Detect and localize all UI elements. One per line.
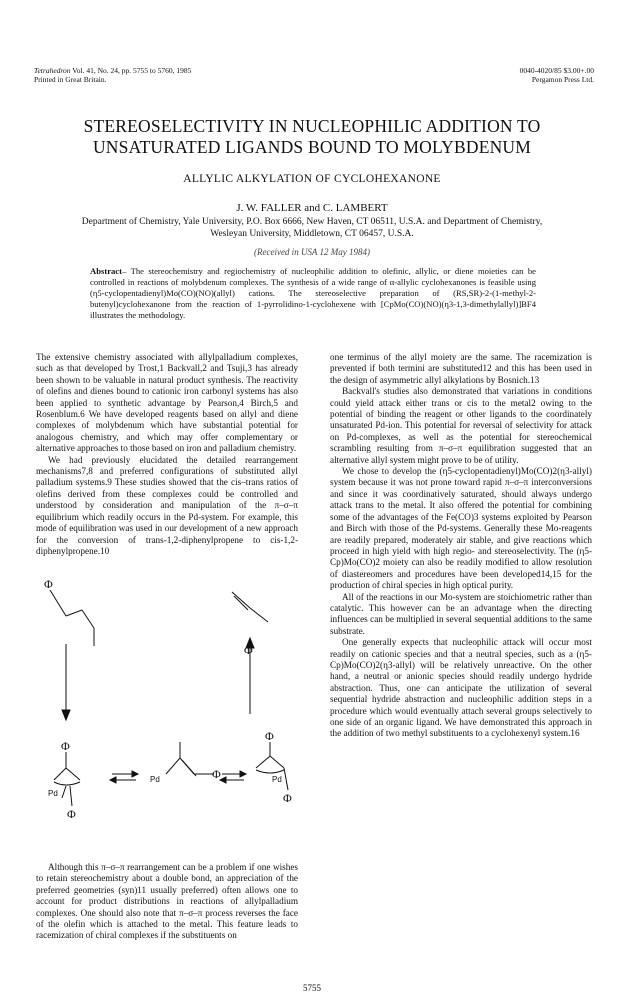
right-paragraph-5: One generally expects that nucleophilic attack will occur most readily on cationic species and that a neutral species, such as a (η5-Cp)Mo(CO)2(η3-allyl) will be relatively unreactive. On the other hand, a neutral or anionic species should readily undergo hydride abstraction. Thus, one can anticipate the utilization of several sequential hydride abstraction and nucleophilic addition steps in a procedure which would eventually attach several groups selectively to one side of an organic ligand. We have demonstrated this approach in the addition of two methyl substituents to a cyclohexenyl system.16 — [330, 637, 592, 739]
right-paragraph-3: We chose to develop the (η5-cyclopentadienyl)Mo(CO)2(η3-allyl) system because it was not prone toward rapid π–σ–π interconversions and since it was coordinatively saturated, should always undergo attack trans to the metal. It also offered the potential for combining some of the advantages of the Fe(CO)3 systems exploited by Pearson and Birch with those of the Pd-systems. Generally these Mo-reagents are readily prepared, moderately air stable, and give reactions which proceed in high yield with high regio- and stereoselectivity. The (η5-Cp)Mo(CO)2 moiety can also be readily modified to allow resolution of diastereomers and procedures have been developed14,15 for the production of chiral species in high optical purity. — [330, 466, 592, 591]
reaction-scheme — [36, 574, 298, 852]
publisher: Pergamon Press Ltd. — [531, 75, 594, 84]
right-paragraph-2: Backvall's studies also demonstrated that variations in conditions could yield attack either trans or cis to the metal2 owing to the potential of binding the reagent or other ligands to the coordinately unsaturated Pd-ion. This potential for reversal of selectivity for attack on Pd-complexes, as well as the potential for stereochemical scrambling resulting from π–σ–π equilibration suggested that an alternative allyl system might prove to be of utility. — [330, 386, 592, 465]
phenyl-label-mid: Φ — [212, 767, 221, 781]
journal-citation: Vol. 41, No. 24, pp. 5755 to 5760, 1985 — [70, 66, 192, 75]
left-paragraph-2: We had previously elucidated the detailed rearrangement mechanisms7,8 and preferred configurations of substituted allyl palladium systems.9 These studies showed that the cis–trans ratios of olefins derived from these complexes could be controlled and understood by consideration and manipulation of the π–σ–π equilibrium which readily occurs in the Pd-system. For example, this mode of equilibration was used in our development of a new approach for the conversion of trans-1,2-diphenylpropene to cis-1,2-diphenylpropene.10 — [36, 454, 298, 556]
received-date: (Received in USA 12 May 1984) — [253, 247, 371, 257]
journal-name: Tetrahedron — [34, 66, 71, 75]
printed-in: Printed in Great Britain. — [34, 75, 107, 84]
phenyl-label-left-a: Φ — [61, 739, 70, 753]
right-paragraph-1: one terminus of the allyl moiety are the same. The racemization is prevented if both termini are substituted12 and this has been used in the design of asymmetric allyl alkylations by Bosnich.13 — [330, 352, 592, 385]
left-paragraph-1: The extensive chemistry associated with allylpalladium complexes, such as that developed by Trost,1 Backvall,2 and Tsuji,3 has already been shown to be valuable in natural product synthesis. The reactivity of olefins and dienes bound to cationic iron carbonyl systems has also been applied to synthetic advantage by Pearson,4 Birch,5 and Rosenblum.6 We have developed reagents based on allyl and diene complexes of molybdenum which have substantial potential for analogous chemistry, and which may offer complementary or alternative approaches to those based on iron and palladium chemistry. — [36, 352, 298, 454]
affiliation: Department of Chemistry, Yale University, P.O. Box 6666, New Haven, CT 06511, U.S.A. and Department of Chemistry, Wesleyan University, Middletown, CT 06457, U.S.A. — [81, 217, 543, 239]
pd-label-right: Pd — [272, 775, 282, 784]
pd-label-left: Pd — [48, 789, 58, 798]
abstract-text: – The stereochemistry and regiochemistry of nucleophilic addition to olefinic, allylic, or diene moieties can be controlled in reactions of molybdenum complexes. The synthesis of a wide range of α-allylic cyclohexanones is feasible using (η5-cyclopentadienyl)Mo(CO)(NO)(allyl) cations. The stereoselective preparation of (RS,SR)-2-(1-methyl-2-butenyl)cyclohexanone from the reaction of 1-pyrrolidino-1-cyclohexene with [CpMo(CO)(NO)(η3-1,3-dimethylallyl)]BF4 illustrates the methodology. — [90, 266, 536, 320]
page-number: 5755 — [303, 983, 321, 993]
phenyl-label-top-left: Φ — [44, 577, 53, 591]
abstract — [90, 266, 536, 321]
journal-header — [34, 66, 191, 84]
publisher-header — [520, 66, 594, 84]
pd-label-mid: Pd — [150, 775, 160, 784]
left-column-bottom — [36, 862, 298, 942]
left-paragraph-3: Although this π–σ–π rearrangement can be a problem if one wishes to retain stereochemistry about a double bond, an appreciation of the preferred geometries (syn)11 usually preferred) often allows one to account for product distributions in reactions of allylpalladium complexes. One should also note that π–σ–π process reverses the face of the olefin which is attached to the metal. This feature leads to racemization of chiral complexes if the substituents on — [36, 862, 298, 941]
phenyl-label-right-a: Φ — [265, 729, 274, 743]
article-code: 0040-4020/85 $3.00+.00 — [519, 66, 594, 75]
authors: J. W. FALLER and C. LAMBERT — [236, 202, 388, 214]
paper-subtitle: ALLYLIC ALKYLATION OF CYCLOHEXANONE — [183, 173, 441, 185]
left-column — [36, 352, 298, 557]
right-column — [330, 352, 592, 740]
abstract-label: Abstract — [90, 266, 122, 276]
right-paragraph-4: All of the reactions in our Mo-system are stoichiometric rather than catalytic. This however can be an advantage when the directing influences can be multiplied in several sequential additions to the same substrate. — [330, 591, 592, 636]
phenyl-label-right-b: Φ — [283, 791, 292, 805]
phenyl-label-left-b: Φ — [67, 807, 76, 821]
phenyl-label-top-right: Φ — [244, 643, 253, 657]
paper-title: STEREOSELECTIVITY IN NUCLEOPHILIC ADDITION TO UNSATURATED LIGANDS BOUND TO MOLYBDENUM — [83, 116, 541, 157]
